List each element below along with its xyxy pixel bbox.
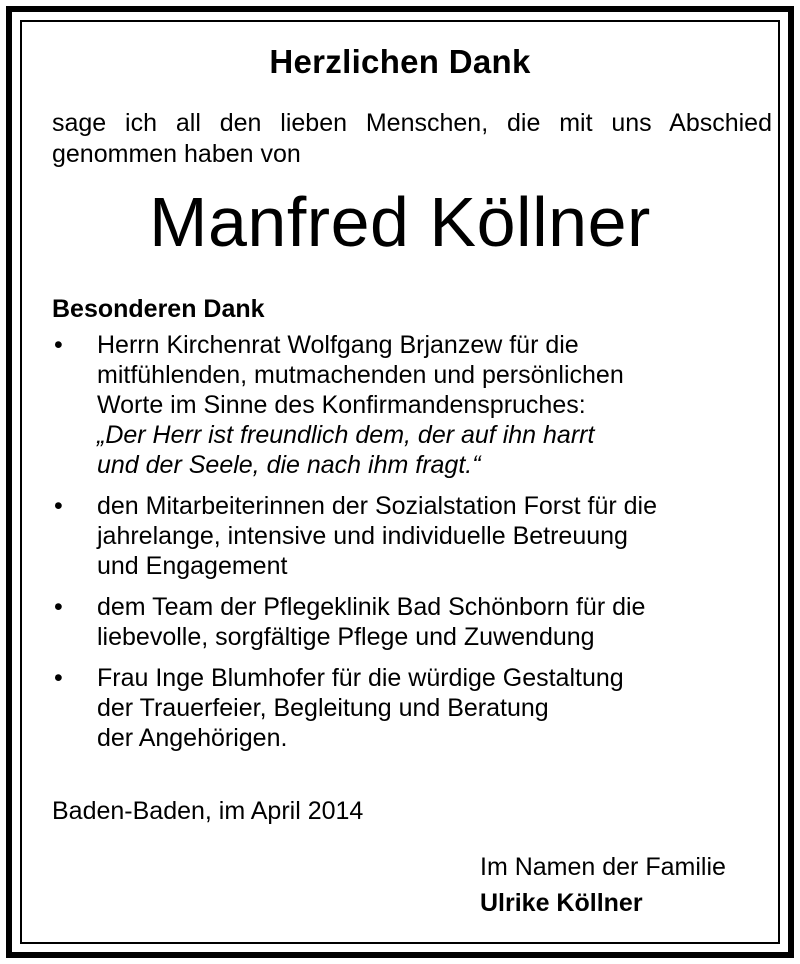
list-item-line: den Mitarbeiterinnen der Sozialstation Forst für die — [97, 492, 658, 520]
bullet-icon: • — [54, 664, 63, 692]
list-item-line: dem Team der Pflegeklinik Bad Schönborn für die — [97, 593, 646, 621]
deceased-name: Manfred Köllner — [149, 183, 651, 261]
place-date: Baden-Baden, im April 2014 — [52, 797, 364, 825]
thanks-list — [52, 330, 752, 764]
list-item-line: liebevolle, sorgfältige Pflege und Zuwendung — [97, 623, 595, 651]
list-item-line: Frau Inge Blumhofer für die würdige Gestaltung — [97, 664, 624, 692]
special-thanks-heading: Besonderen Dank — [52, 295, 265, 323]
heading: Herzlichen Dank — [269, 43, 531, 80]
list-item — [52, 330, 752, 480]
list-item-line: Worte im Sinne des Konfirmandenspruches: — [97, 391, 586, 419]
list-item — [52, 491, 752, 581]
quote-line: „Der Herr ist freundlich dem, der auf ihn harrt — [97, 421, 595, 449]
intro-line-1: sage ich all den lieben Menschen, die mit uns Abschied — [52, 109, 772, 137]
signoff-line: Im Namen der Familie — [480, 853, 726, 881]
list-item-line: mitfühlenden, mutmachenden und persönlichen — [97, 361, 624, 389]
intro-line-2: genommen haben von — [52, 140, 301, 168]
bullet-icon: • — [54, 593, 63, 621]
list-item — [52, 592, 752, 652]
list-item-line: Herrn Kirchenrat Wolfgang Brjanzew für die — [97, 331, 579, 359]
bullet-icon: • — [54, 331, 63, 359]
bullet-icon: • — [54, 492, 63, 520]
list-item — [52, 663, 752, 753]
quote-line: und der Seele, die nach ihm fragt.“ — [97, 451, 481, 479]
list-item-line: und Engagement — [97, 552, 288, 580]
list-item-line: der Angehörigen. — [97, 724, 288, 752]
list-item-line: jahrelange, intensive und individuelle Betreuung — [97, 522, 628, 550]
intro-text — [52, 108, 772, 170]
list-item-line: der Trauerfeier, Begleitung und Beratung — [97, 694, 549, 722]
signoff-name: Ulrike Köllner — [480, 889, 643, 917]
